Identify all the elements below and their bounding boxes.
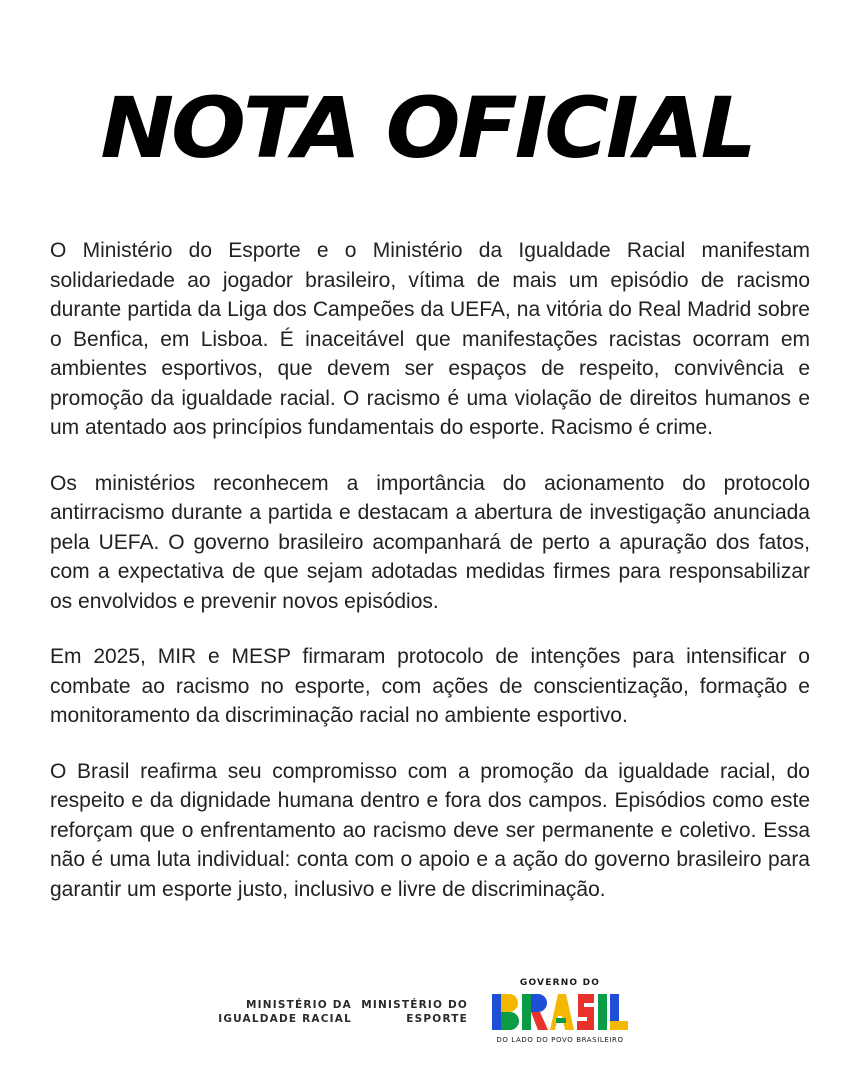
ministerio-igualdade-racial-logo [218,998,352,1026]
gov-logo-top-text: GOVERNO DO [519,978,601,988]
paragraph: Em 2025, MIR e MESP firmaram protocolo de intenções para intensificar o combate ao racismo no esporte, com ações de conscientização, formação e monitoramento da discriminação racial no ambiente esportivo. [50,645,810,727]
brasil-wordmark-icon [490,990,630,1034]
note-body [50,236,810,930]
ministerio-esporte-logo [360,998,468,1026]
page-title: NOTA OFICIAL [100,79,754,177]
ministry-label-line2: ESPORTE [406,1013,468,1025]
ministry-label-line2: IGUALDADE RACIAL [218,1013,352,1025]
gov-logo-slogan: DO LADO DO POVO BRASILEIRO [496,1036,624,1044]
paragraph: Os ministérios reconhecem a importância do acionamento do protocolo antirracismo durante a partida e destacam a abertura de investigação anunciada pela UEFA. O governo brasileiro acompanhará de perto a apuração dos fatos, com a expectativa de que sejam adotadas medidas firmes para responsabilizar os envolvidos e prevenir novos episódios. [50,471,810,613]
ministry-label-line1: MINISTÉRIO DA [246,999,352,1011]
paragraph: O Brasil reafirma seu compromisso com a promoção da igualdade racial, do respeito e da dignidade humana dentro e fora dos campos. Episódios como este reforçam que o enfrentamento ao racismo deve ser permanente e coletivo. Essa não é uma luta individual: conta com o apoio e a ação do governo brasileiro para garantir um esporte justo, inclusivo e livre de discriminação. [50,759,810,901]
footer-logos [0,978,854,1058]
governo-do-brasil-logo [490,978,630,1050]
paragraph: O Ministério do Esporte e o Ministério da Igualdade Racial manifestam solidariedade ao jogador brasileiro, vítima de mais um episódio de racismo durante partida da Liga dos Campeões da UEFA, na vitória do Real Madrid sobre o Benfica, em Lisboa. É inaceitável que manifestações racistas ocorram em ambientes esportivos, que devem ser espaços de respeito, convivência e promoção da igualdade racial. O racismo é uma violação de direitos humanos e um atentado aos princípios fundamentais do esporte. Racismo é crime. [50,239,810,439]
ministry-label-line1: MINISTÉRIO DO [361,999,468,1011]
